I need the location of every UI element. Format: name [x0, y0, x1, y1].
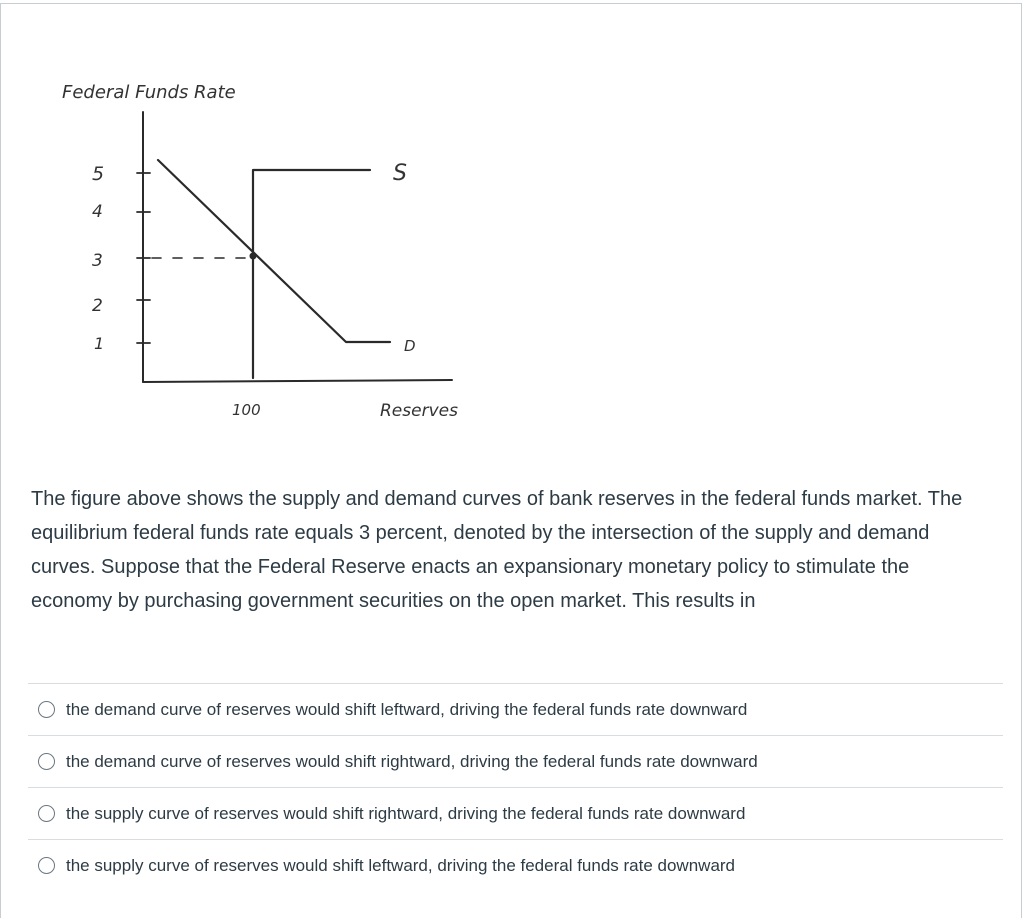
question-text: The figure above shows the supply and demand curves of bank reserves in the federal funds market. The equilibrium federal funds rate equals 3 percent, denoted by the intersection of the supply and demand curves. Suppose that the Federal Reserve enacts an expansionary monetary policy to stimulate the economy by purchasing government securities on the open market. This results in [31, 488, 963, 612]
supply-curve [253, 170, 370, 378]
radio-button-icon[interactable] [38, 805, 55, 822]
answer-option[interactable] [28, 735, 1003, 787]
reserves-market-chart [40, 40, 520, 450]
radio-button-icon[interactable] [38, 753, 55, 770]
answer-option[interactable] [28, 839, 1003, 891]
supply-demand-figure [40, 40, 520, 450]
radio-button-icon[interactable] [38, 857, 55, 874]
answer-list [28, 683, 1003, 891]
answer-option[interactable] [28, 683, 1003, 735]
x-tick-label: 100 [232, 401, 261, 419]
demand-curve [158, 160, 390, 342]
answer-label[interactable]: the supply curve of reserves would shift rightward, driving the federal funds rate downward [66, 803, 746, 823]
supply-label: S [393, 161, 407, 186]
y-tick-label: 4 [92, 202, 103, 222]
y-tick-label: 5 [92, 163, 105, 185]
y-tick-label: 1 [94, 334, 105, 353]
answer-option[interactable] [28, 787, 1003, 839]
y-tick-label: 3 [92, 251, 103, 271]
x-axis-title: Reserves [380, 401, 458, 421]
answer-label[interactable]: the supply curve of reserves would shift leftward, driving the federal funds rate downward [66, 855, 736, 875]
x-axis [143, 380, 452, 382]
y-axis-title: Federal Funds Rate [62, 82, 236, 103]
equilibrium-point [250, 253, 257, 260]
answer-label[interactable]: the demand curve of reserves would shift rightward, driving the federal funds rate downward [66, 751, 758, 771]
demand-label: D [404, 337, 416, 355]
y-tick-label: 2 [92, 296, 103, 316]
radio-button-icon[interactable] [38, 701, 55, 718]
answer-label[interactable]: the demand curve of reserves would shift leftward, driving the federal funds rate downward [66, 699, 748, 719]
